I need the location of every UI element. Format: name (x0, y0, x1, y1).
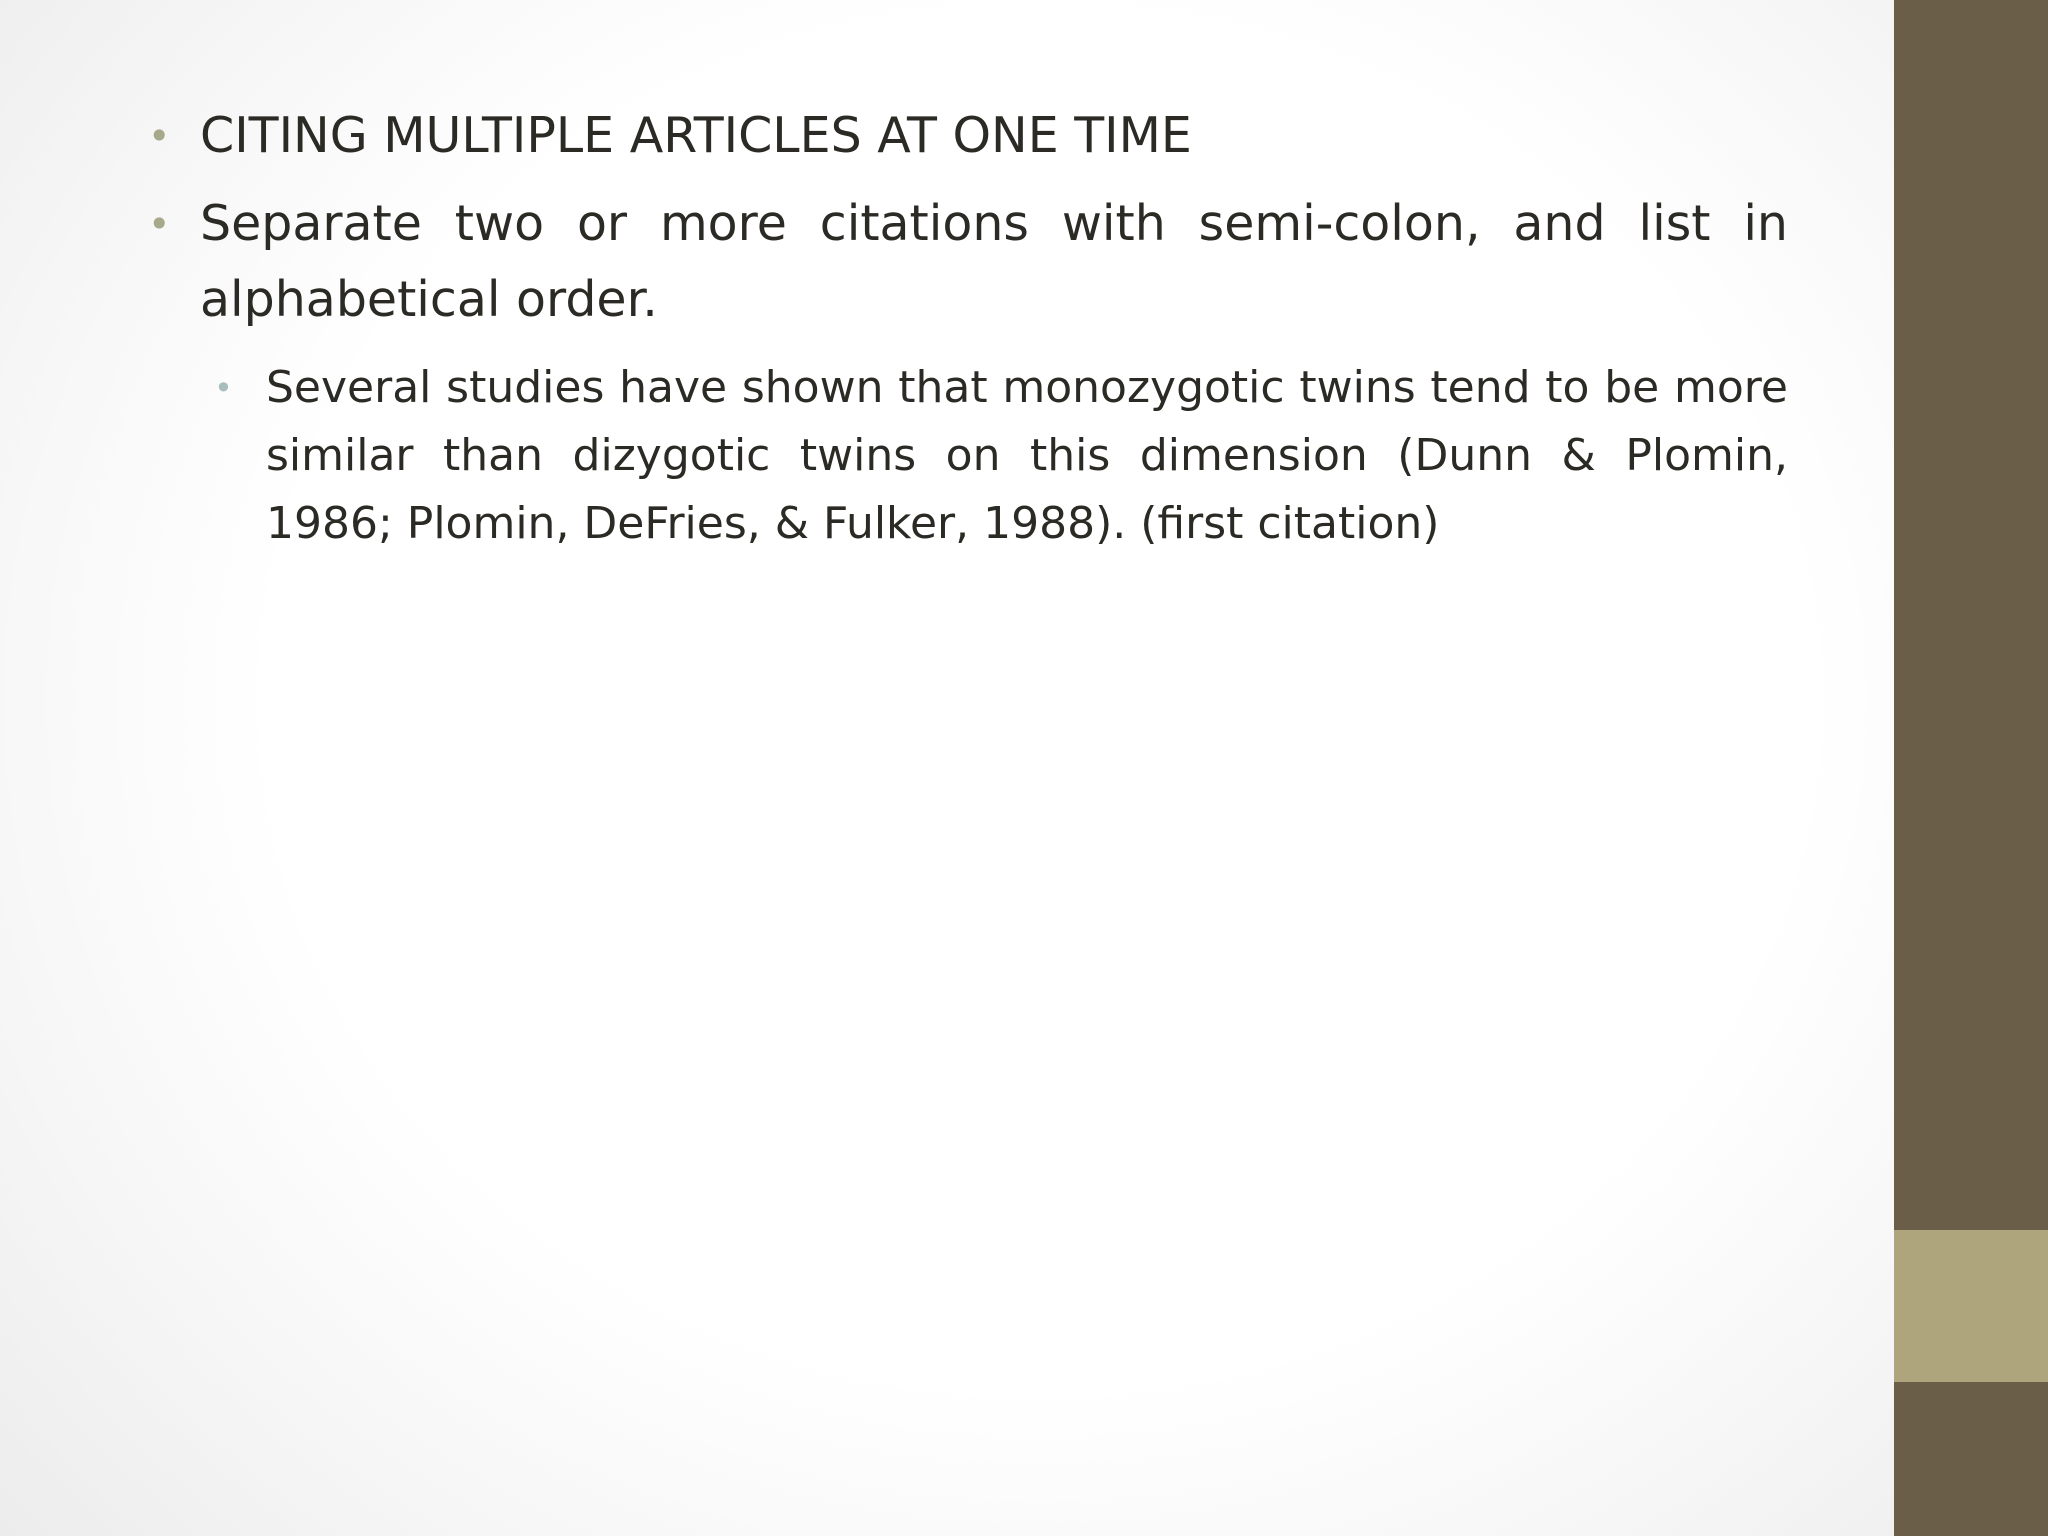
decorative-side-bar-accent (1894, 1230, 2048, 1382)
bullet-text: CITING MULTIPLE ARTICLES AT ONE TIME (200, 107, 1192, 164)
sub-bullet-text: Several studies have shown that monozygotic twins tend to be more similar than dizygotic twins on this dimension (Dunn & Plomin, 1986; Plomin, DeFries, & Fulker, 1988). (first citation) (266, 362, 1788, 549)
sub-bullet-dot-icon: • (214, 369, 233, 407)
bullet-dot-icon: • (148, 114, 171, 158)
slide-content (148, 98, 1788, 558)
bullet-text: Separate two or more citations with semi-colon, and list in alphabetical order. (200, 195, 1788, 328)
bullet-item-rule (148, 186, 1788, 338)
bullet-dot-icon: • (148, 202, 171, 246)
bullet-item-heading (148, 98, 1788, 174)
sub-bullet-item-example (214, 354, 1788, 558)
